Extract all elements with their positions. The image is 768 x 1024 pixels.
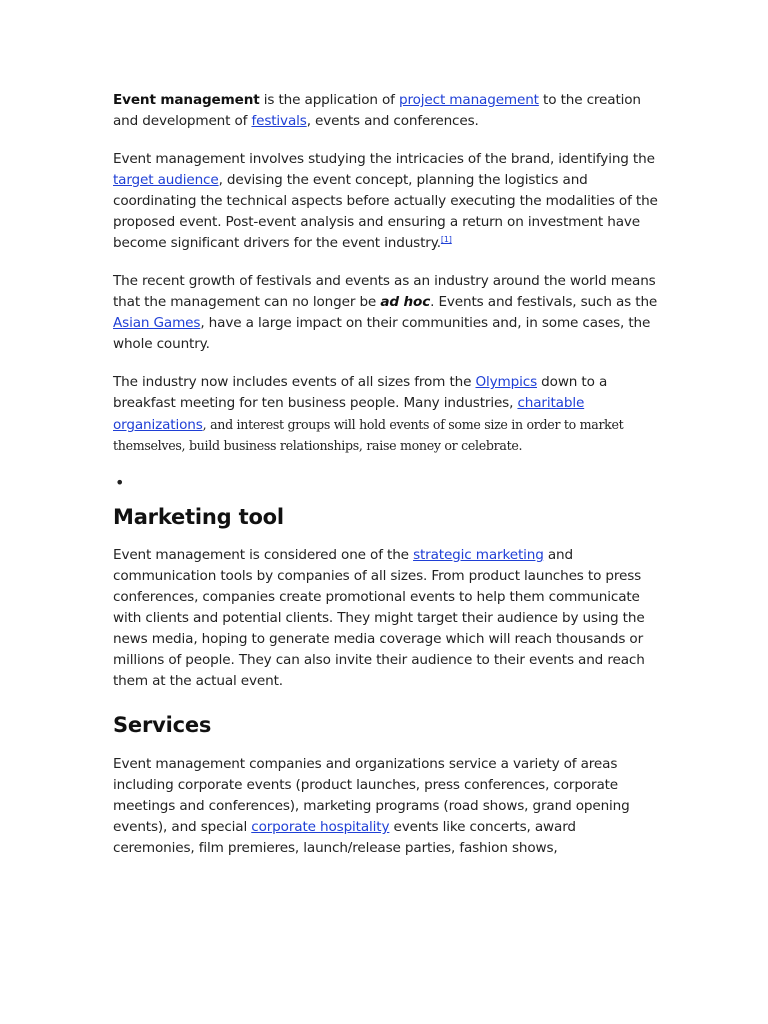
text: is the application of: [259, 92, 399, 108]
term-event-management: Event management: [113, 92, 260, 108]
text: Event management involves studying the intricacies of the brand, identifying the: [113, 151, 655, 167]
text: The industry now includes events of all sizes from the: [113, 374, 476, 390]
link-festivals[interactable]: festivals: [251, 113, 307, 129]
intro-paragraph: [113, 90, 658, 132]
heading-services: Services: [113, 713, 212, 737]
text: to the creation and development of: [113, 92, 641, 129]
heading-marketing-tool: Marketing tool: [113, 505, 284, 529]
link-strategic-marketing[interactable]: strategic marketing: [413, 547, 544, 563]
link-project-management[interactable]: project management: [399, 92, 539, 108]
text-serif-line: themselves, build business relationships, raise money or celebrate.: [113, 438, 523, 453]
text: down to a breakfast meeting for ten business people. Many industries,: [113, 374, 608, 411]
link-charitable-organizations[interactable]: charitable organizations: [113, 395, 585, 433]
paragraph-marketing: [113, 545, 658, 692]
bullet-point: •: [115, 473, 125, 492]
text: , events and conferences.: [306, 113, 479, 129]
text: Event management is considered one of the: [113, 547, 414, 563]
link-corporate-hospitality[interactable]: corporate hospitality: [251, 819, 390, 835]
text: . Events and festivals, such as the: [430, 294, 658, 310]
emphasis-ad-hoc: ad hoc: [380, 294, 431, 310]
text: , have a large impact on their communities and, in some cases, the whole country.: [113, 315, 651, 352]
reference-link-1[interactable]: [1]: [440, 235, 452, 244]
text: , devising the event concept, planning the logistics and coordinating the technical aspects before actually executing the modalities of the proposed event. Post-event analysis and ensuring a return on investment have become significant drivers for the event industry.: [113, 172, 658, 251]
paragraph-intricacies: [113, 149, 658, 254]
document-page: [113, 90, 658, 859]
text: Event management companies and organizations service a variety of areas including corporate events (product launches, press conferences, corporate meetings and conferences), marketing programs (road shows, grand opening events), and special: [113, 756, 630, 835]
link-olympics[interactable]: Olympics: [475, 374, 538, 390]
link-asian-games[interactable]: Asian Games: [113, 315, 201, 331]
paragraph-industry: [113, 372, 658, 455]
link-target-audience[interactable]: target audience: [113, 172, 219, 188]
text: and communication tools by companies of all sizes. From product launches to press conferences, companies create promotional events to help them communicate with clients and potential clients. They might target their audience by using the news media, hoping to generate media coverage which will reach thousands or millions of people. They can also invite their audience to their events and reach them at the actual event.: [113, 547, 645, 689]
text: The recent growth of festivals and events as an industry around the world means that the management can no longer be: [113, 273, 656, 310]
text: events like concerts, award ceremonies, film premieres, launch/release parties, fashion shows,: [113, 819, 576, 856]
paragraph-growth: [113, 271, 658, 355]
text-serif: , and interest groups will hold events of some size in order to market: [202, 417, 624, 432]
paragraph-services: [113, 754, 658, 859]
